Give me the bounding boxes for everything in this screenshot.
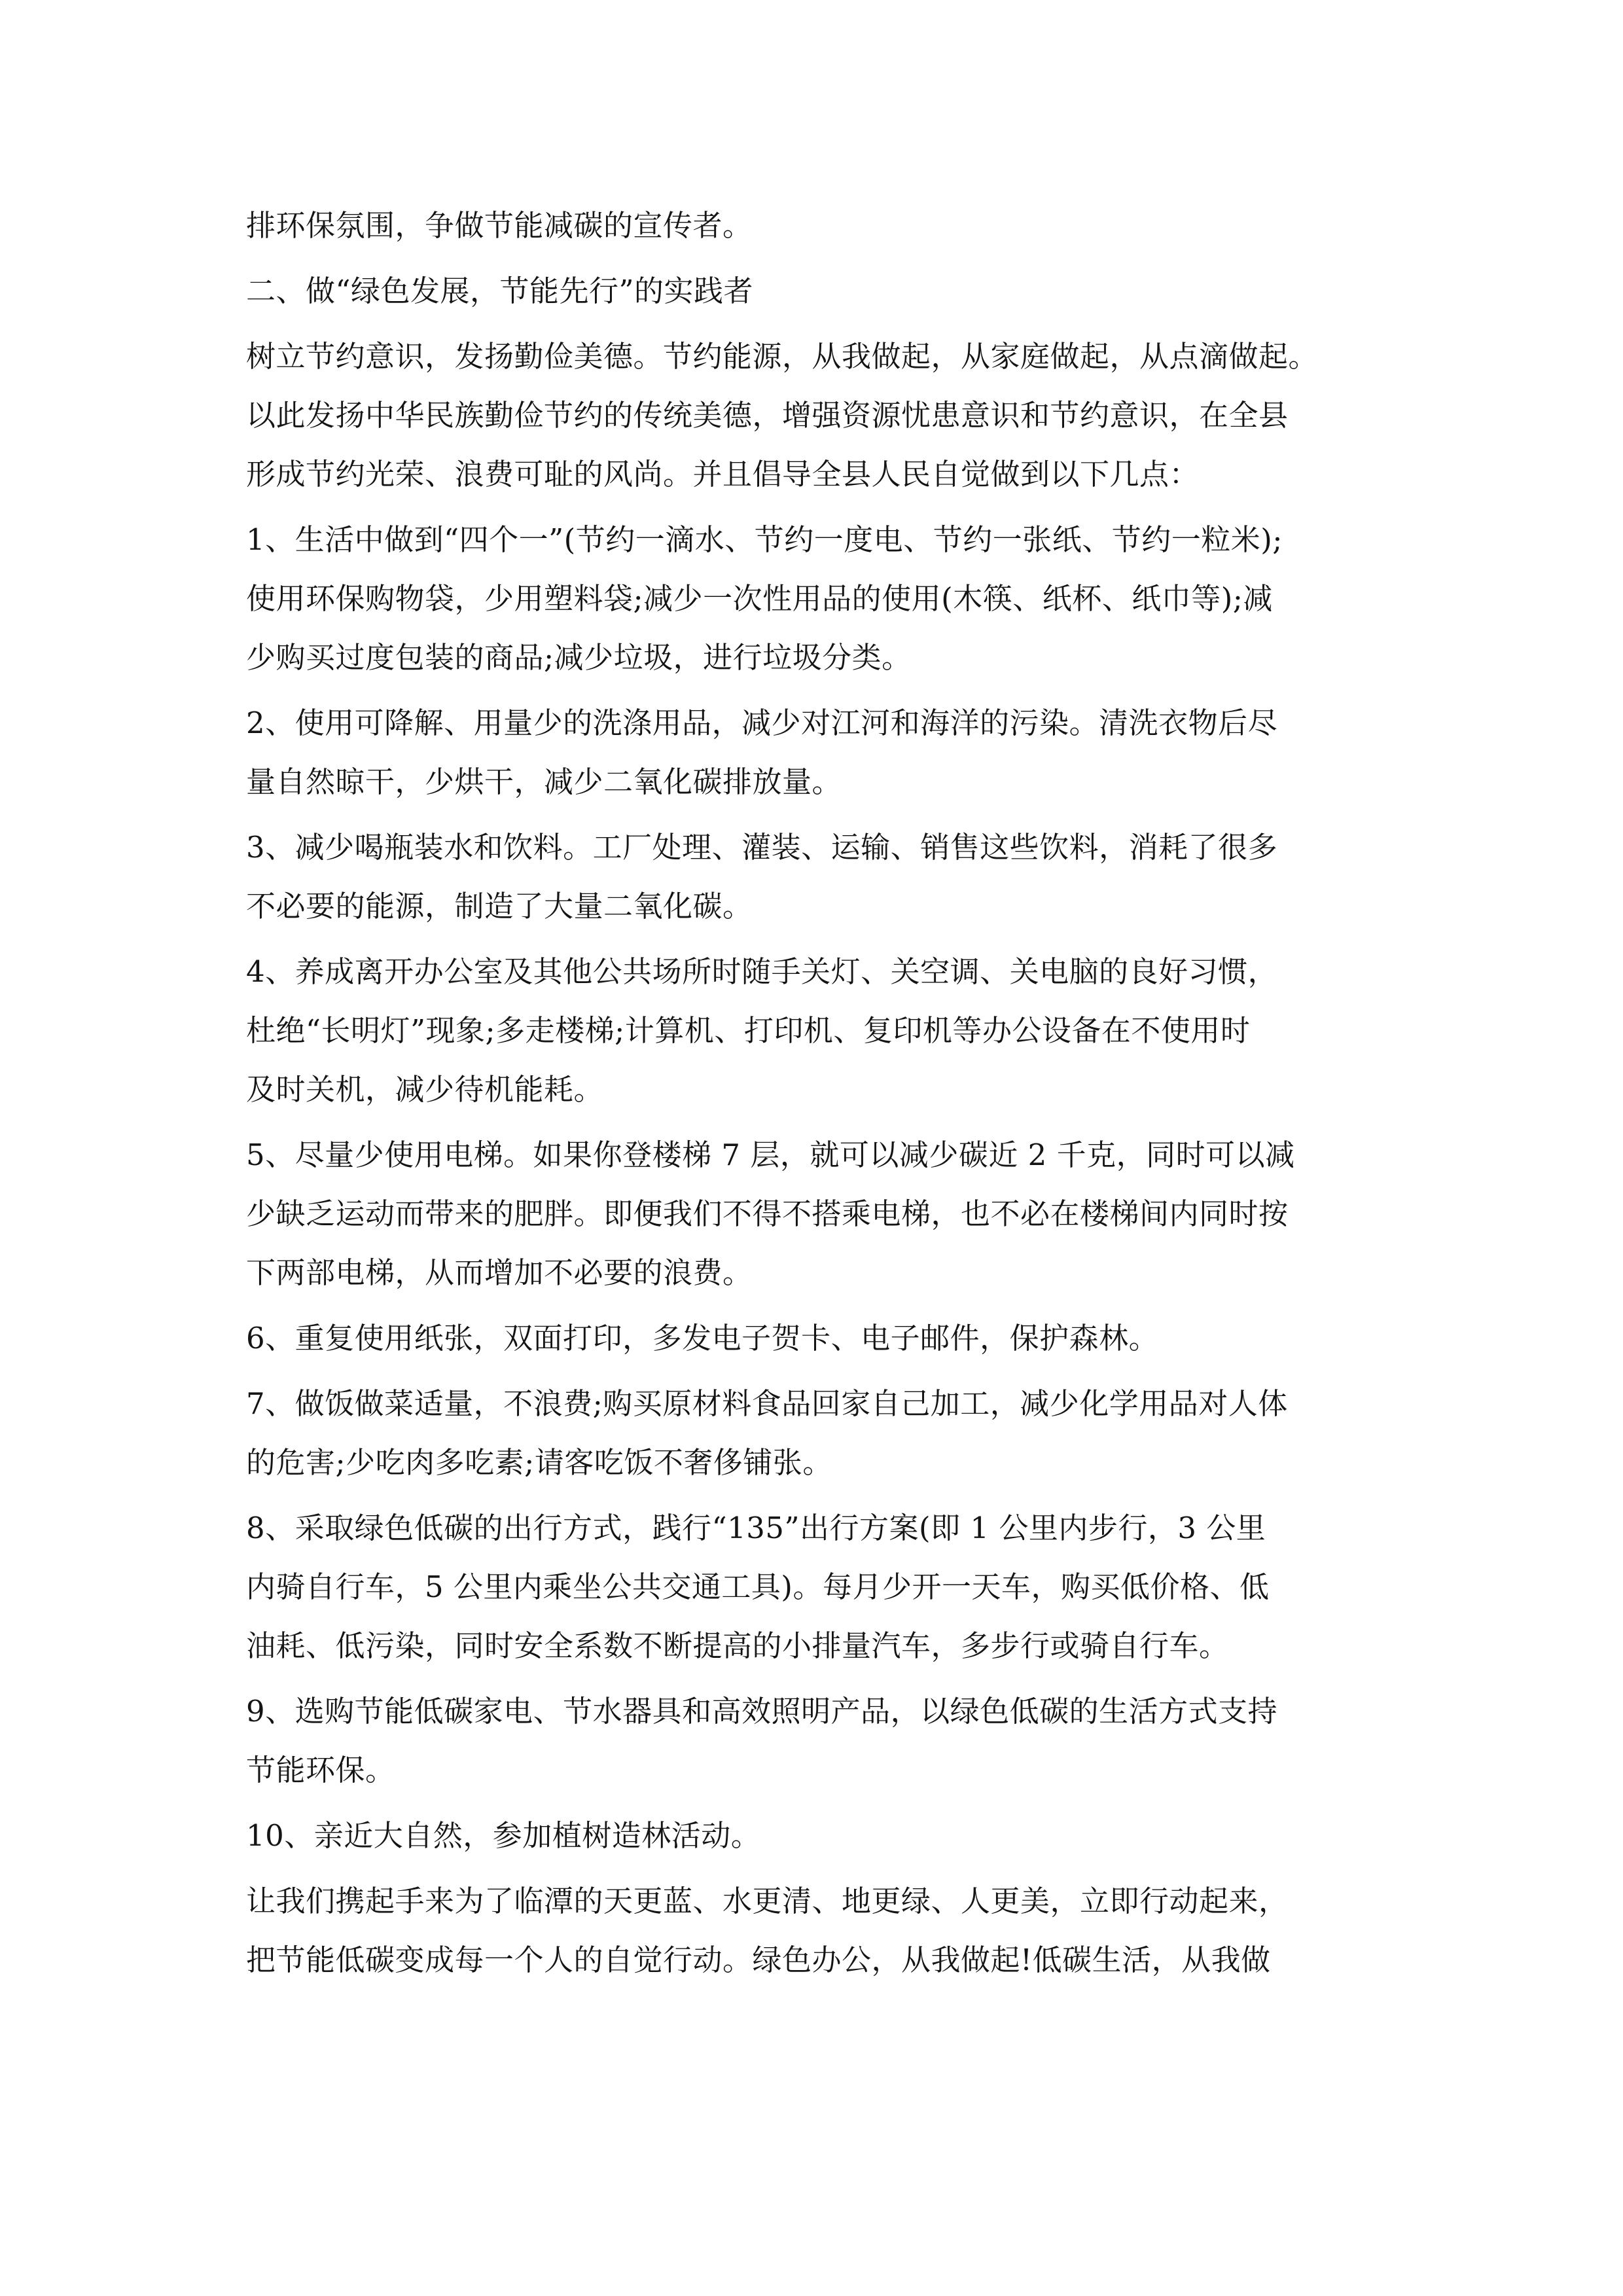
section-heading: 二、做“绿色发展，节能先行”的实践者 bbox=[246, 274, 754, 308]
list-item-line: 4、养成离开办公室及其他公共场所时随手关灯、关空调、关电脑的良好习惯， bbox=[246, 954, 1278, 989]
list-item-line: 9、选购节能低碳家电、节水器具和高效照明产品，以绿色低碳的生活方式支持 bbox=[246, 1694, 1278, 1729]
list-item-line: 少缺乏运动而带来的肥胖。即便我们不得不搭乘电梯，也不必在楼梯间内同时按 bbox=[246, 1196, 1289, 1231]
list-item-line: 7、做饭做菜适量，不浪费;购买原材料食品回家自己加工，减少化学用品对人体 bbox=[246, 1386, 1288, 1421]
list-item-line: 量自然晾干，少烘干，减少二氧化碳排放量。 bbox=[246, 764, 842, 799]
list-item-line: 5、尽量少使用电梯。如果你登楼梯 7 层，就可以减少碳近 2 千克，同时可以减 bbox=[246, 1138, 1295, 1172]
list-item-line: 内骑自行车，5 公里内乘坐公共交通工具)。每月少开一天车，购买低价格、低 bbox=[246, 1570, 1270, 1604]
list-item-line: 杜绝“长明灯”现象;多走楼梯;计算机、打印机、复印机等办公设备在不使用时 bbox=[246, 1013, 1251, 1048]
list-item-line: 油耗、低污染，同时安全系数不断提高的小排量汽车，多步行或骑自行车。 bbox=[246, 1628, 1229, 1663]
text-line: 让我们携起手来为了临潭的天更蓝、水更清、地更绿、人更美，立即行动起来， bbox=[246, 1884, 1289, 1918]
list-item-line: 使用环保购物袋，少用塑料袋;减少一次性用品的使用(木筷、纸杯、纸巾等);减 bbox=[246, 581, 1273, 616]
list-item-line: 8、采取绿色低碳的出行方式，践行“135”出行方案(即 1 公里内步行，3 公里 bbox=[246, 1511, 1266, 1545]
list-item-line: 下两部电梯，从而增加不必要的浪费。 bbox=[246, 1255, 753, 1290]
text-line: 把节能低碳变成每一个人的自觉行动。绿色办公，从我做起!低碳生活，从我做 bbox=[246, 1943, 1271, 1977]
list-item-line: 3、减少喝瓶装水和饮料。工厂处理、灌装、运输、销售这些饮料，消耗了很多 bbox=[246, 830, 1278, 865]
list-item-line: 6、重复使用纸张，双面打印，多发电子贺卡、电子邮件，保护森林。 bbox=[246, 1321, 1159, 1355]
list-item-line: 节能环保。 bbox=[246, 1753, 395, 1787]
list-item-line: 的危害;少吃肉多吃素;请客吃饭不奢侈铺张。 bbox=[246, 1445, 832, 1480]
text-line: 以此发扬中华民族勤俭节约的传统美德，增强资源忧患意识和节约意识，在全县 bbox=[246, 398, 1289, 433]
text-line: 排环保氛围，争做节能减碳的宣传者。 bbox=[246, 208, 753, 243]
list-item-line: 少购买过度包装的商品;减少垃圾，进行垃圾分类。 bbox=[246, 640, 912, 675]
list-item-line: 不必要的能源，制造了大量二氧化碳。 bbox=[246, 889, 753, 924]
list-item-line: 10、亲近大自然，参加植树造林活动。 bbox=[246, 1818, 761, 1853]
text-line: 树立节约意识，发扬勤俭美德。节约能源，从我做起，从家庭做起，从点滴做起。 bbox=[246, 339, 1319, 374]
text-line: 形成节约光荣、浪费可耻的风尚。并且倡导全县人民自觉做到以下几点： bbox=[246, 457, 1200, 492]
list-item-line: 及时关机，减少待机能耗。 bbox=[246, 1072, 604, 1107]
list-item-line: 2、使用可降解、用量少的洗涤用品，减少对江河和海洋的污染。清洗衣物后尽 bbox=[246, 706, 1278, 740]
list-item-line: 1、生活中做到“四个一”(节约一滴水、节约一度电、节约一张纸、节约一粒米); bbox=[246, 522, 1283, 557]
